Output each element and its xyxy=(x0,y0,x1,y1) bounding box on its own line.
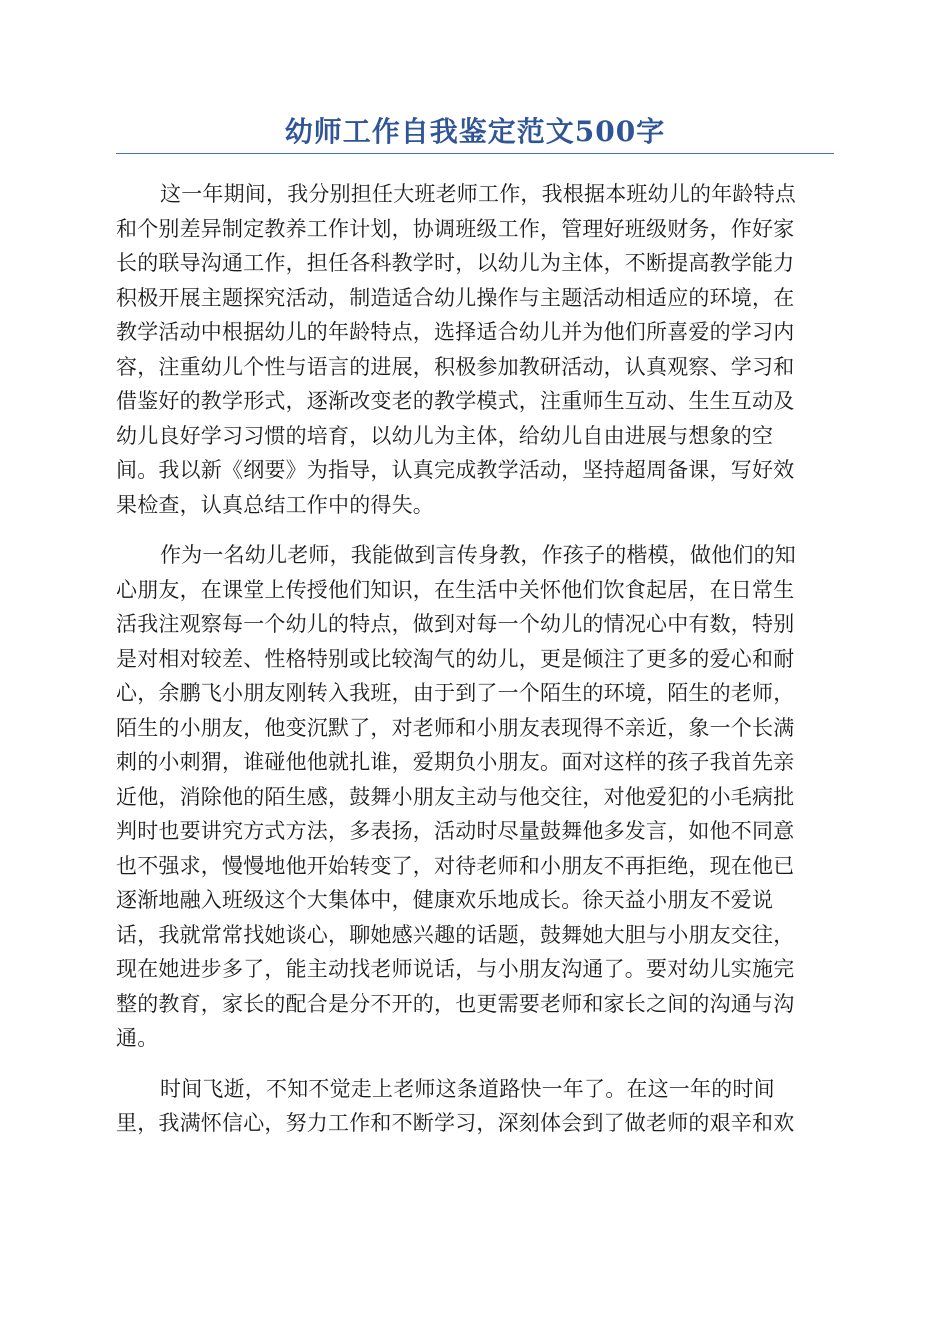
paragraph-line: 通。 xyxy=(116,1026,159,1050)
paragraph-line: 陌生的小朋友，他变沉默了，对老师和小朋友表现得不亲近，象一个长满 xyxy=(116,715,795,740)
paragraph-line: 活我注观察每一个幼儿的特点，做到对每一个幼儿的情况心中有数，特别 xyxy=(116,612,795,636)
paragraph-line: 长的联导沟通工作，担任各科教学时，以幼儿为主体，不断提高教学能力 xyxy=(116,251,795,275)
paragraph-line: 是对相对较差、性格特别或比较淘气的幼儿，更是倾注了更多的爱心和耐 xyxy=(116,646,795,671)
paragraph-line: 也不强求，慢慢地他开始转变了，对待老师和小朋友不再拒绝，现在他已 xyxy=(116,853,795,878)
title-underline xyxy=(116,153,834,154)
paragraph-line: 话，我就常常找她谈心，聊她感兴趣的话题，鼓舞她大胆与小朋友交往， xyxy=(116,922,795,947)
paragraph-line: 这一年期间，我分别担任大班老师工作，我根据本班幼儿的年龄特点 xyxy=(160,182,796,206)
paragraph-line: 心朋友，在课堂上传授他们知识，在生活中关怀他们饮食起居，在日常生 xyxy=(116,577,795,602)
paragraph-line: 果检查，认真总结工作中的得失。 xyxy=(116,492,434,517)
paragraph-line: 借鉴好的教学形式，逐渐改变老的教学模式，注重师生互动、生生互动及 xyxy=(116,389,795,413)
paragraph-line: 整的教育，家长的配合是分不开的，也更需要老师和家长之间的沟通与沟 xyxy=(116,991,795,1016)
paragraph-line: 近他，消除他的陌生感，鼓舞小朋友主动与他交往，对他爱犯的小毛病批 xyxy=(116,784,795,809)
paragraph-line: 时间飞逝，不知不觉走上老师这条道路快一年了。在这一年的时间 xyxy=(160,1076,775,1101)
paragraph-line: 容，注重幼儿个性与语言的进展，积极参加教研活动，认真观察、学习和 xyxy=(116,354,795,379)
document-body xyxy=(116,177,838,1157)
document-title: 幼师工作自我鉴定范文500字 xyxy=(284,115,666,148)
paragraph-line: 积极开展主题探究活动，制造适合幼儿操作与主题活动相适应的环境，在 xyxy=(116,285,795,310)
paragraph-line: 间。我以新《纲要》为指导，认真完成教学活动，坚持超周备课，写好效 xyxy=(116,458,795,482)
paragraph-line: 逐渐地融入班级这个大集体中，健康欢乐地成长。徐天益小朋友不爱说 xyxy=(116,888,774,912)
paragraph xyxy=(116,1072,838,1141)
paragraph-line: 教学活动中根据幼儿的年龄特点，选择适合幼儿并为他们所喜爱的学习内 xyxy=(116,320,795,344)
paragraph-line: 刺的小刺猬，谁碰他他就扎谁，爱期负小朋友。面对这样的孩子我首先亲 xyxy=(116,750,795,774)
paragraph-line: 里，我满怀信心，努力工作和不断学习，深刻体会到了做老师的艰辛和欢 xyxy=(116,1111,795,1135)
paragraph-line: 和个别差异制定教养工作计划，协调班级工作，管理好班级财务，作好家 xyxy=(116,216,795,241)
paragraph-line: 判时也要讲究方式方法，多表扬，活动时尽量鼓舞他多发言，如他不同意 xyxy=(116,819,795,843)
paragraph-line: 幼儿良好学习习惯的培育，以幼儿为主体，给幼儿自由进展与想象的空 xyxy=(116,423,774,448)
paragraph-line: 作为一名幼儿老师，我能做到言传身教，作孩子的楷模，做他们的知 xyxy=(160,543,796,567)
paragraph xyxy=(116,538,838,1056)
paragraph-line: 心，余鹏飞小朋友刚转入我班，由于到了一个陌生的环境，陌生的老师， xyxy=(116,681,795,705)
paragraph xyxy=(116,177,838,522)
paragraph-line: 现在她进步多了，能主动找老师说话，与小朋友沟通了。要对幼儿实施完 xyxy=(116,957,795,981)
